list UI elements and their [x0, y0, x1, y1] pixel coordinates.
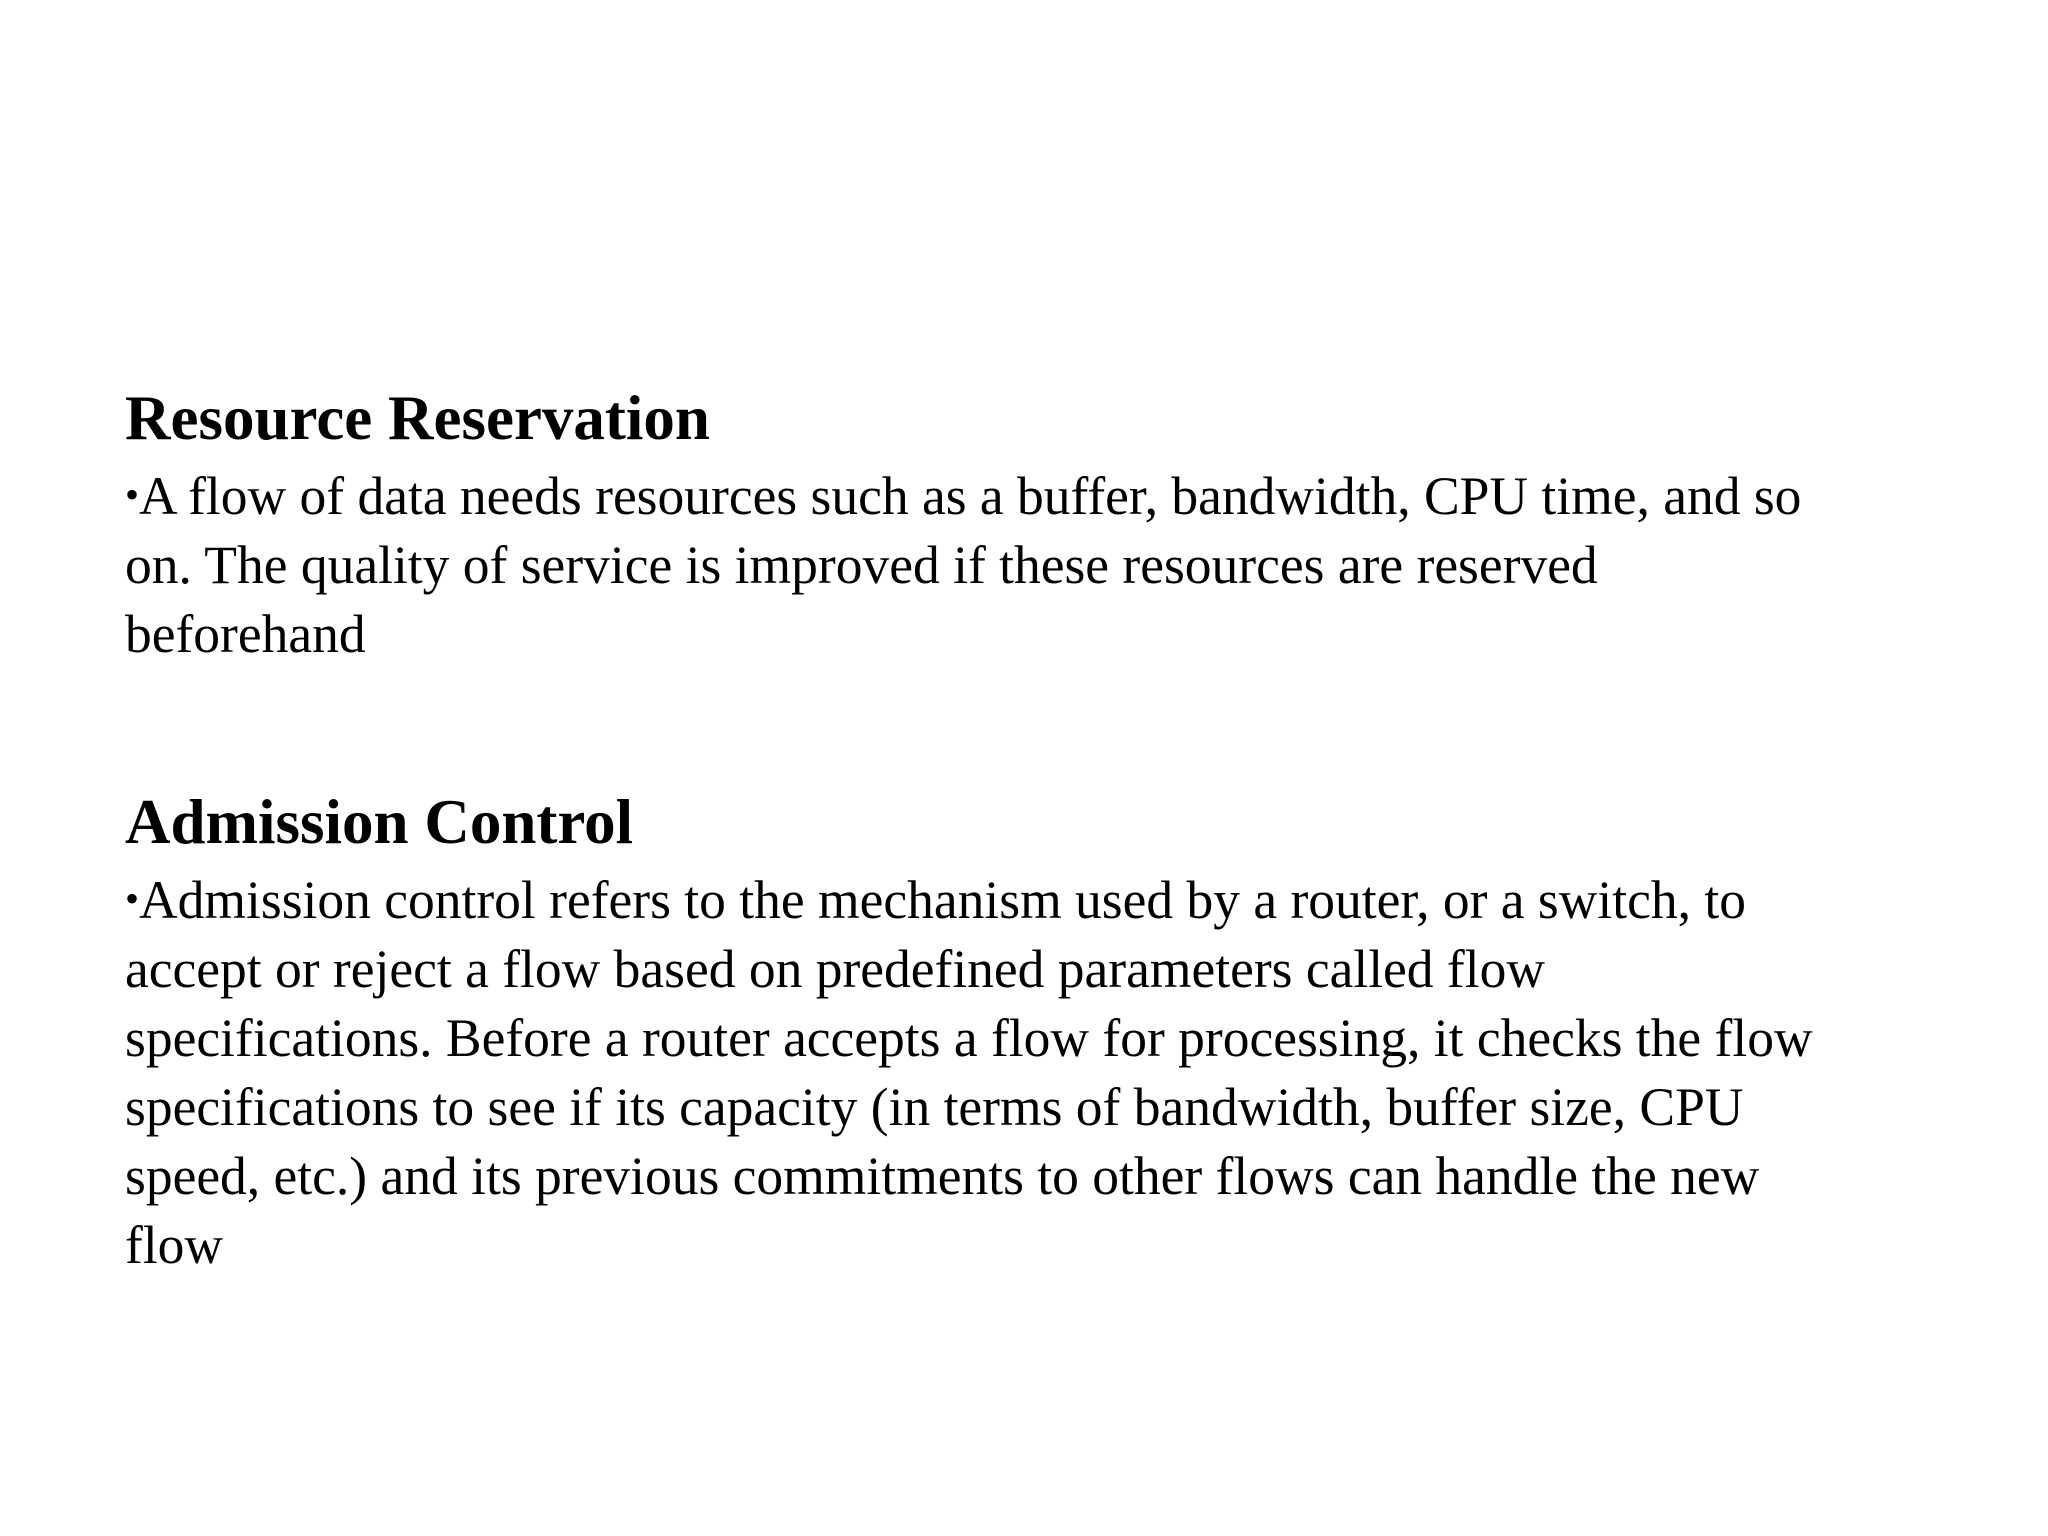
bullet-icon: •	[125, 876, 140, 921]
text-line	[125, 864, 1965, 935]
text-line-content: Admission control refers to the mechanism used by a router, or a switch, to	[139, 870, 1746, 930]
section-heading: Resource Reservation	[125, 383, 710, 453]
section-heading: Admission Control	[125, 787, 634, 857]
text-line: specifications to see if its capacity (in terms of bandwidth, buffer size, CPU	[125, 1077, 1744, 1137]
text-line: flow	[125, 1215, 224, 1275]
text-line: speed, etc.) and its previous commitments to other flows can handle the new	[125, 1146, 1760, 1206]
text-line: specifications. Before a router accepts a flow for processing, it checks the flow	[125, 1008, 1813, 1068]
text-line: accept or reject a flow based on predefined parameters called flow	[125, 939, 1545, 999]
bullet-paragraph	[125, 864, 1965, 1280]
section-admission-control	[125, 784, 1965, 1280]
text-line: beforehand	[125, 604, 366, 664]
bullet-icon: •	[125, 472, 140, 517]
section-resource-reservation	[125, 380, 1965, 669]
text-line: on. The quality of service is improved if these resources are reserved	[125, 535, 1598, 595]
text-line	[125, 460, 1965, 531]
text-line-content: A flow of data needs resources such as a buffer, bandwidth, CPU time, and so	[139, 466, 1802, 526]
bullet-paragraph	[125, 460, 1965, 669]
